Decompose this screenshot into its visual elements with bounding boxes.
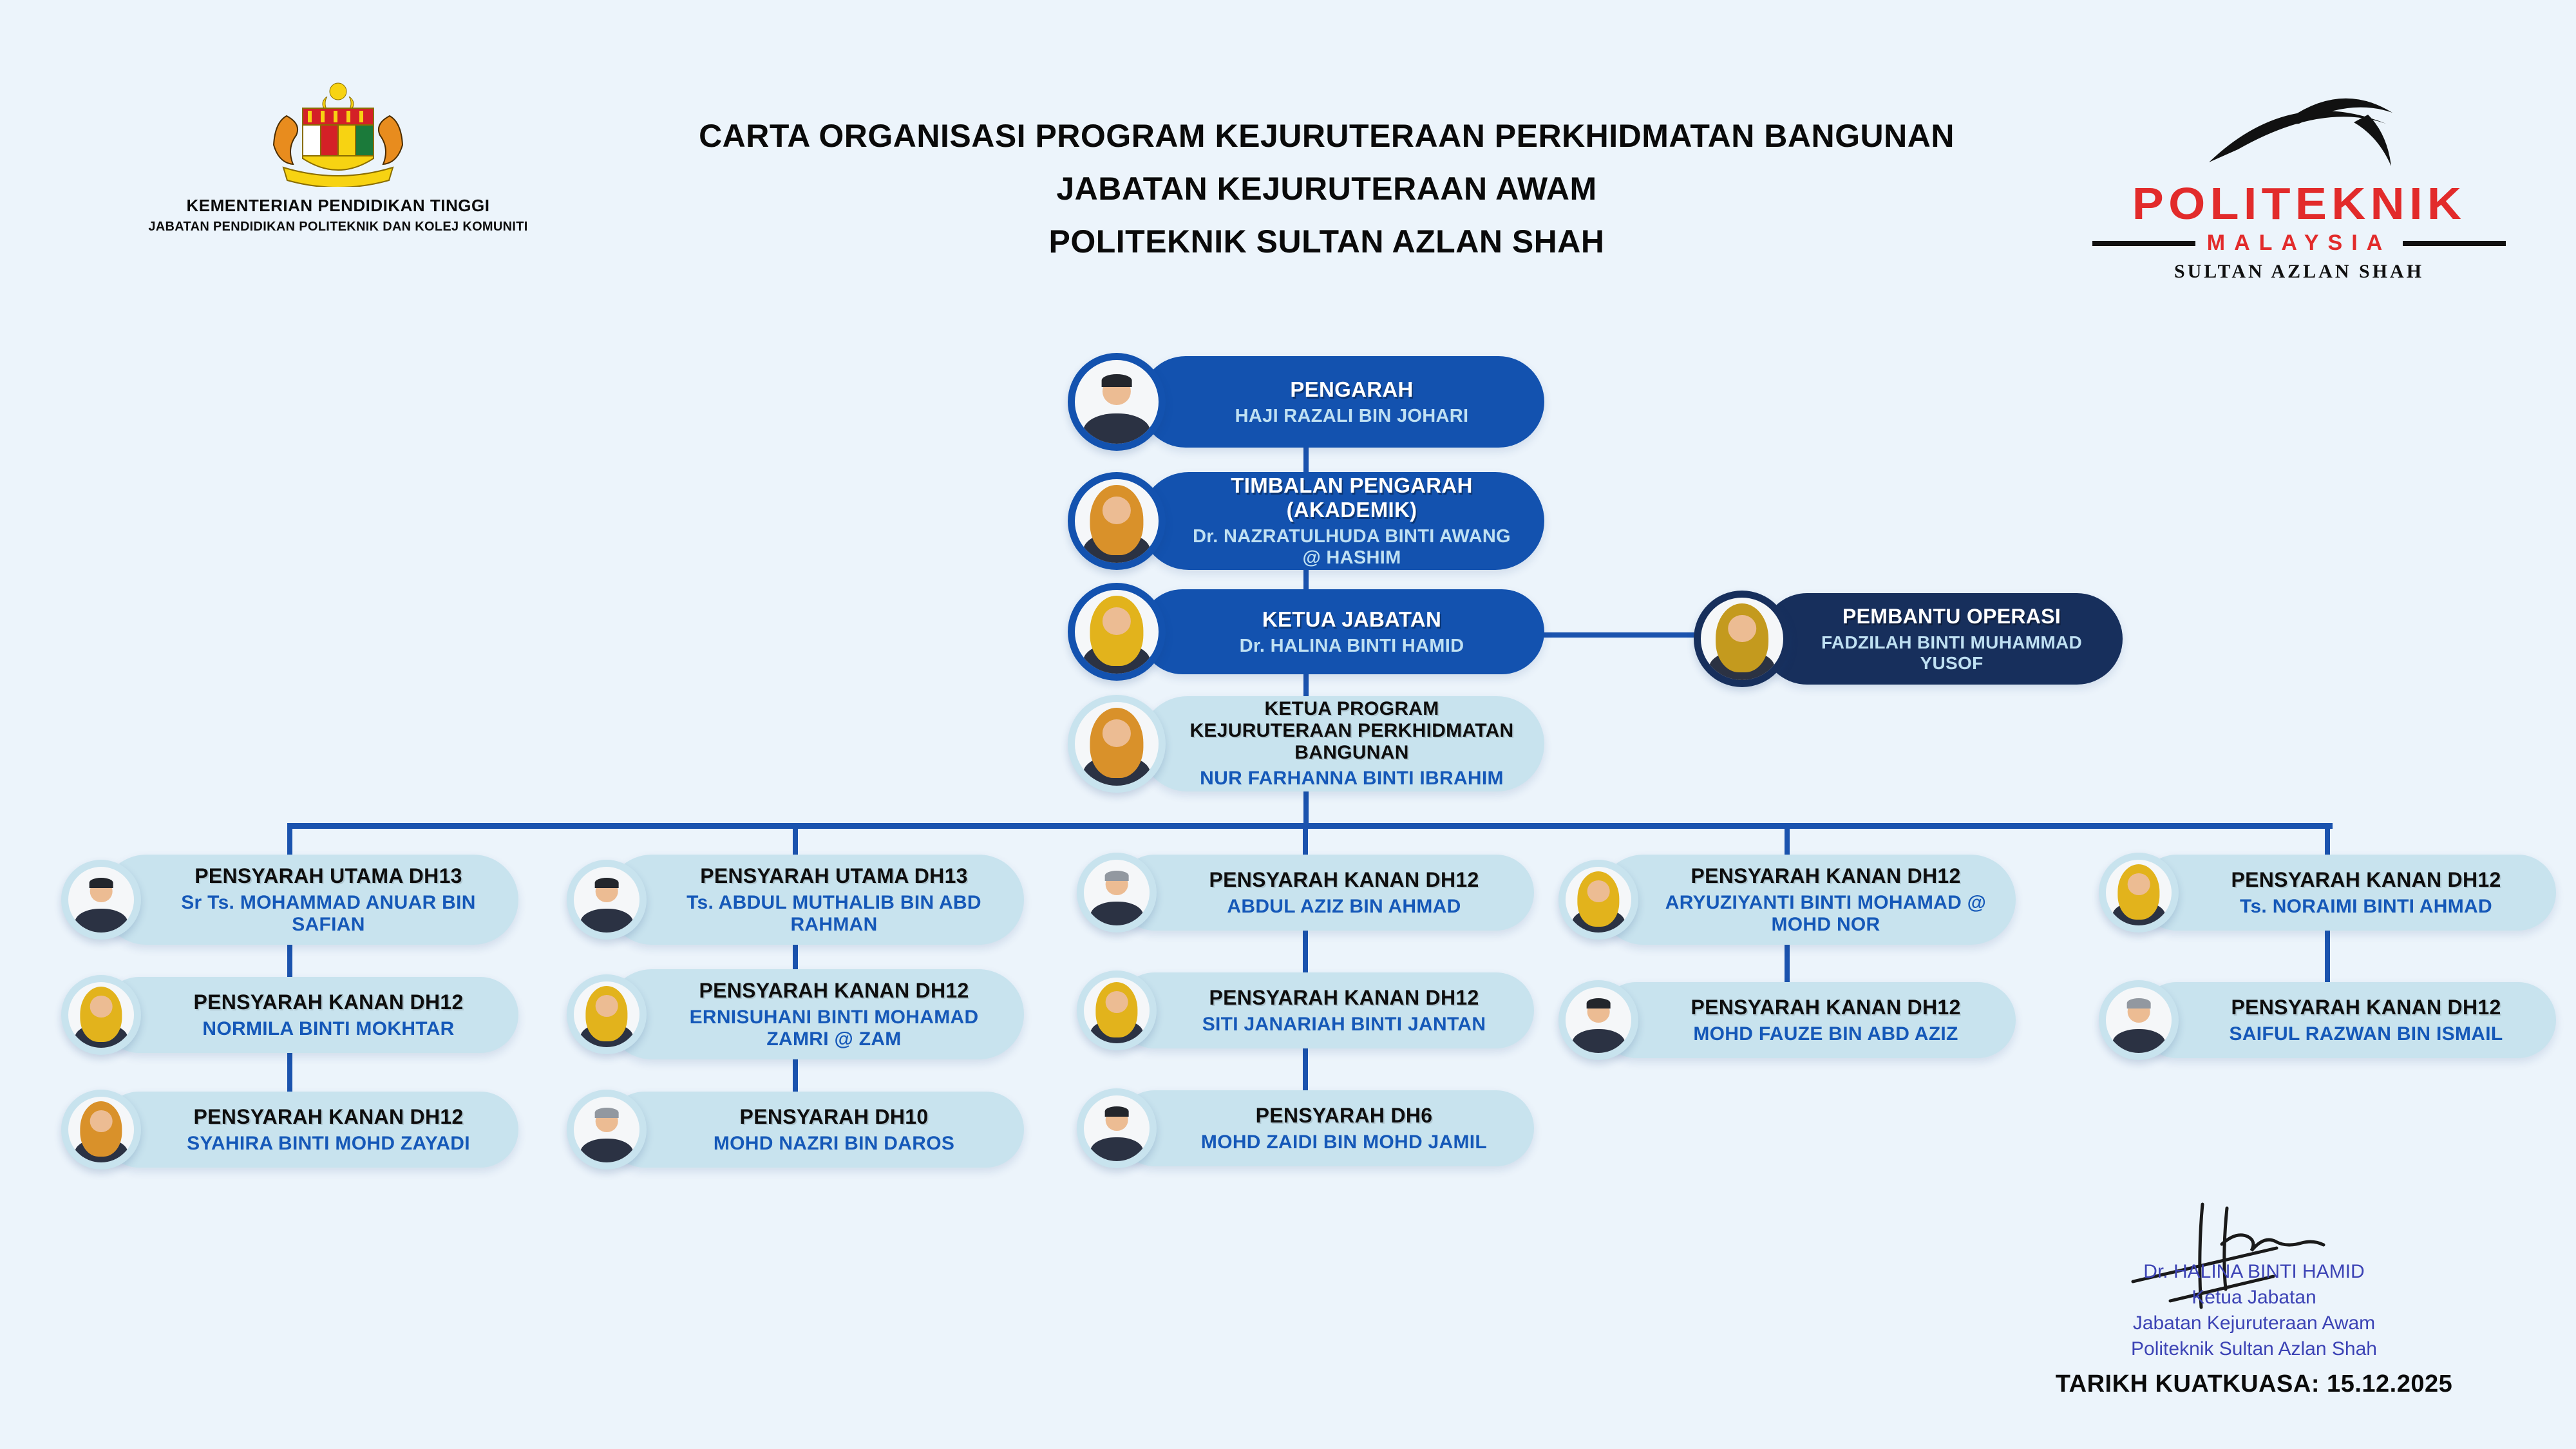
org-node-lecturer [1077,851,1534,934]
avatar [1068,695,1166,793]
role-title: PENSYARAH DH10 [739,1104,929,1128]
person-name: Dr. NAZRATULHUDA BINTI AWANG @ HASHIM [1193,526,1511,568]
role-title: PENSYARAH KANAN DH12 [2231,995,2501,1019]
logo-campus-name: SULTAN AZLAN SHAH [2174,261,2425,282]
role-title: KETUA JABATAN [1262,607,1442,631]
role-title: KETUA PROGRAM KEJURUTERAAN PERKHIDMATAN BANGUNAN [1189,698,1514,763]
role-title: PENSYARAH KANAN DH12 [193,1104,464,1128]
org-node-lecturer [567,966,1024,1063]
person-name: NORMILA BINTI MOKHTAR [202,1018,455,1039]
avatar [1068,353,1166,451]
ministry-name: KEMENTERIAN PENDIDIKAN TINGGI [186,196,490,215]
role-title: PENSYARAH KANAN DH12 [699,978,969,1002]
person-name: SAIFUL RAZWAN BIN ISMAIL [2229,1023,2503,1045]
avatar [2099,853,2179,933]
politeknik-logo [2074,90,2524,283]
logo-bar-right [2403,241,2506,246]
role-title: PENSYARAH KANAN DH12 [1690,995,1961,1019]
role-title: PENSYARAH KANAN DH12 [1209,985,1479,1009]
malaysia-coat-of-arms-icon [267,77,409,187]
title-line-3: POLITEKNIK SULTAN AZLAN SHAH [1048,223,1605,260]
avatar [2099,980,2179,1060]
person-name: ERNISUHANI BINTI MOHAMAD ZAMRI @ ZAM [689,1006,979,1050]
person-name: MOHD NAZRI BIN DAROS [713,1132,955,1154]
org-node-lecturer [61,851,518,948]
avatar [1558,980,1638,1060]
person-name: ARYUZIYANTI BINTI MOHAMAD @ MOHD NOR [1665,891,1987,935]
role-title: PENGARAH [1290,377,1414,401]
person-name: MOHD ZAIDI BIN MOHD JAMIL [1200,1131,1488,1153]
logo-swoosh-icon [2199,90,2399,174]
role-title: PEMBANTU OPERASI [1842,604,2061,628]
avatar [1077,853,1157,933]
org-node-lecturer [61,1088,518,1171]
org-node-lecturer [1558,979,2016,1061]
org-node-ketua-jabatan [1068,586,1544,677]
stamp-name: Dr. HALINA BINTI HAMID [2143,1261,2365,1282]
person-name: Sr Ts. MOHAMMAD ANUAR BIN SAFIAN [181,891,476,935]
connector-main-horizontal [287,823,2333,829]
ministry-block [39,77,638,234]
person-name: NUR FARHANNA BINTI IBRAHIM [1200,768,1504,789]
avatar [567,974,647,1054]
effective-date: TARIKH KUATKUASA: 15.12.2025 [2055,1370,2453,1397]
avatar [1077,1088,1157,1168]
org-node-lecturer [567,851,1024,948]
role-title: PENSYARAH KANAN DH12 [193,990,464,1014]
stamp-role: Ketua Jabatan [2192,1287,2316,1308]
org-node-lecturer [1077,1087,1534,1170]
signature-stamp [2022,1259,2486,1362]
stamp-department: Jabatan Kejuruteraan Awam [2132,1312,2376,1334]
person-name: MOHD FAUZE BIN ABD AZIZ [1693,1023,1958,1045]
avatar [1068,472,1166,570]
role-title: PENSYARAH KANAN DH12 [2231,867,2501,891]
person-name: HAJI RAZALI BIN JOHARI [1235,405,1469,426]
org-node-lecturer [567,1088,1024,1171]
person-name: Ts. NORAIMI BINTI AHMAD [2240,895,2492,917]
logo-bar-left [2092,241,2195,246]
role-title: TIMBALAN PENGARAH (AKADEMIK) [1231,473,1473,522]
org-node-timbalan-pengarah [1068,469,1544,573]
org-node-pengarah [1068,353,1544,451]
person-name: SYAHIRA BINTI MOHD ZAYADI [187,1132,470,1154]
title-line-1: CARTA ORGANISASI PROGRAM KEJURUTERAAN PERKHIDMATAN BANGUNAN [699,118,1955,154]
org-node-lecturer [1558,851,2016,948]
avatar [567,860,647,940]
person-name: FADZILAH BINTI MUHAMMAD YUSOF [1821,632,2083,673]
avatar [1077,971,1157,1050]
org-node-ketua-program [1068,693,1544,795]
avatar [1068,583,1166,681]
org-node-lecturer [2099,851,2556,934]
avatar [61,1090,141,1170]
role-title: PENSYARAH KANAN DH12 [1209,867,1479,891]
avatar [61,860,141,940]
avatar [61,975,141,1055]
org-node-lecturer [61,974,518,1056]
logo-wordmark: POLITEKNIK [2132,178,2467,229]
role-title: PENSYARAH DH6 [1255,1103,1433,1127]
page-title [612,109,2041,268]
ministry-department: JABATAN PENDIDIKAN POLITEKNIK DAN KOLEJ KOMUNITI [148,220,528,234]
stamp-institution: Politeknik Sultan Azlan Shah [2131,1338,2377,1359]
org-node-pembantu-operasi [1694,590,2123,688]
avatar [567,1090,647,1170]
role-title: PENSYARAH KANAN DH12 [1690,864,1961,887]
person-name: Dr. HALINA BINTI HAMID [1239,635,1464,656]
logo-sub-row [2074,231,2524,256]
title-line-2: JABATAN KEJURUTERAAN AWAM [1056,171,1597,207]
org-node-lecturer [1077,969,1534,1052]
person-name: ABDUL AZIZ BIN AHMAD [1227,895,1461,917]
avatar [1694,591,1790,687]
person-name: Ts. ABDUL MUTHALIB BIN ABD RAHMAN [687,891,981,935]
org-node-lecturer [2099,979,2556,1061]
person-name: SITI JANARIAH BINTI JANTAN [1202,1013,1486,1035]
logo-country: MALAYSIA [2206,231,2392,255]
avatar [1558,860,1638,940]
role-title: PENSYARAH UTAMA DH13 [700,864,968,887]
role-title: PENSYARAH UTAMA DH13 [194,864,462,887]
